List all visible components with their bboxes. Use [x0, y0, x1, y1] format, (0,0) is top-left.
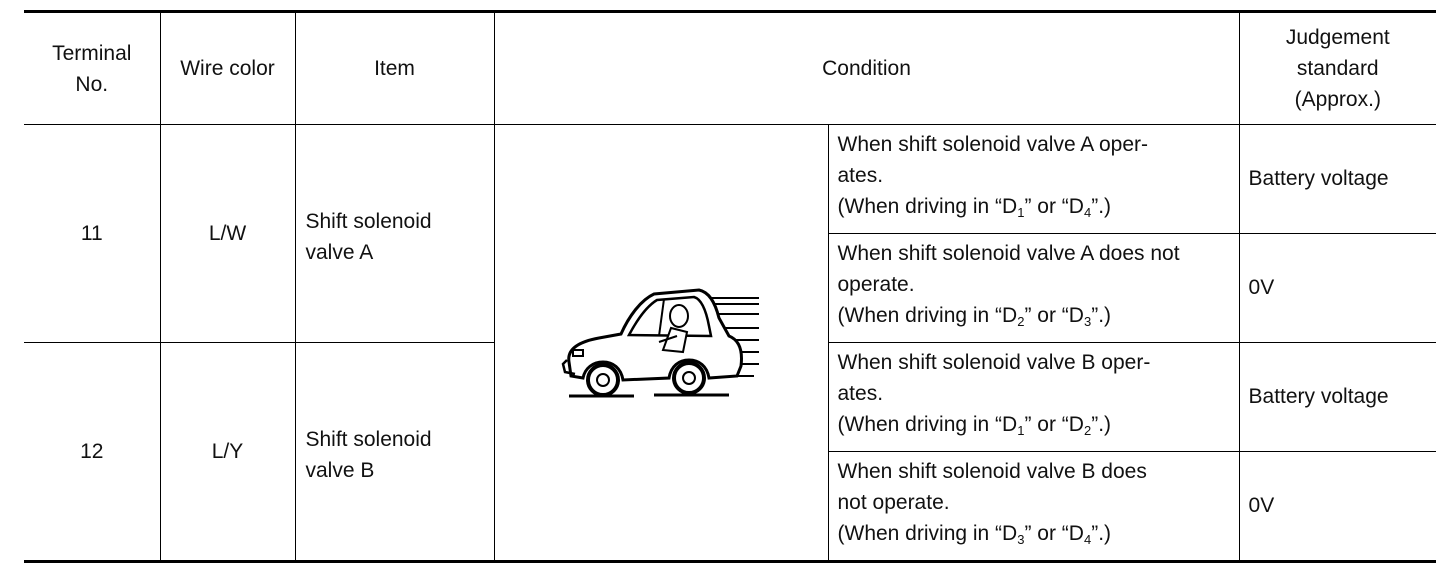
- item-name: Shift solenoid valve B: [295, 343, 494, 562]
- wire-color: L/Y: [160, 343, 295, 562]
- condition-text: When shift solenoid valve A oper- ates. (When driving in “$D_1$” or “$D_4$”.): [828, 125, 1239, 234]
- judgement-value: 0V: [1239, 452, 1436, 562]
- terminal-spec-table: [24, 10, 1436, 563]
- judgement-value: Battery voltage: [1239, 343, 1436, 452]
- wire-color: L/W: [160, 125, 295, 343]
- header-terminal-no: Terminal No.: [24, 12, 160, 125]
- header-wire-color: Wire color: [160, 12, 295, 125]
- terminal-number: 11: [24, 125, 160, 343]
- table-row: [24, 125, 1436, 234]
- header-row: [24, 12, 1436, 125]
- judgement-value: 0V: [1239, 234, 1436, 343]
- header-condition: Condition: [494, 12, 1239, 125]
- header-judgement-standard: Judgement standard (Approx.): [1239, 12, 1436, 125]
- judgement-value: Battery voltage: [1239, 125, 1436, 234]
- header-item: Item: [295, 12, 494, 125]
- condition-text: When shift solenoid valve A does not operate. (When driving in “$D_2$” or “$D_3$”.): [828, 234, 1239, 343]
- terminal-number: 12: [24, 343, 160, 562]
- driving-car-illustration-icon: [559, 280, 764, 405]
- condition-text: When shift solenoid valve B does not operate. (When driving in “$D_3$” or “$D_4$”.): [828, 452, 1239, 562]
- condition-text: When shift solenoid valve B oper- ates. (When driving in “$D_1$” or “$D_2$”.): [828, 343, 1239, 452]
- item-name: Shift solenoid valve A: [295, 125, 494, 343]
- driving-illustration: [494, 125, 828, 562]
